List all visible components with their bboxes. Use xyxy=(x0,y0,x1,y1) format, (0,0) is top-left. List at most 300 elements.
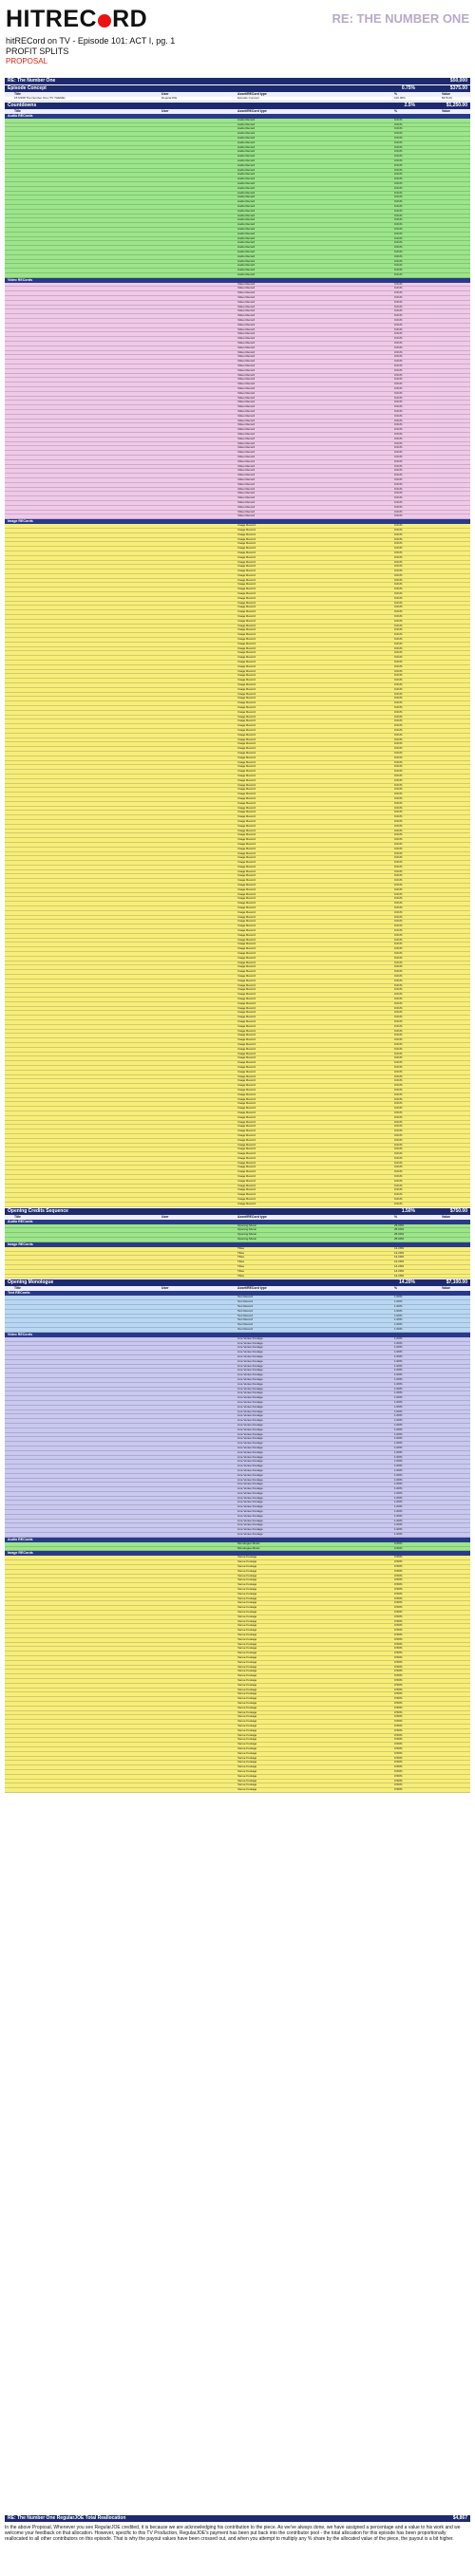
row-percent: 0.01% xyxy=(394,177,403,181)
row-type: Venue Footage xyxy=(238,1769,257,1773)
row-type: Image Record xyxy=(238,1202,256,1205)
row-percent: 1.00% xyxy=(394,1455,403,1459)
row-type: Audio Record xyxy=(238,150,256,154)
row-type: Video Record xyxy=(238,459,256,463)
column-header: % xyxy=(394,1214,398,1219)
row-type: Video Record xyxy=(238,396,256,400)
row-percent: 1.00% xyxy=(394,1505,403,1509)
row-percent: 1.00% xyxy=(394,1300,403,1304)
row-type: Video Record xyxy=(238,410,256,413)
row-type: Venue Footage xyxy=(238,1565,257,1569)
row-percent: 0.01% xyxy=(394,1011,403,1015)
row-type: Live Venue Footage xyxy=(238,1468,263,1472)
row-type: Live Venue Footage xyxy=(238,1369,263,1372)
table-row xyxy=(5,1275,470,1279)
row-type: Venue Footage xyxy=(238,1569,257,1573)
row-percent: 2.00% xyxy=(394,1546,403,1550)
row-percent: 0.01% xyxy=(394,269,403,272)
row-type: Audio Record xyxy=(238,132,256,136)
section-title: Opening Credits Sequence xyxy=(8,1207,68,1214)
row-percent: 0.50% xyxy=(394,1724,403,1727)
row-percent: 0.01% xyxy=(394,342,403,345)
row-type: Live Venue Footage xyxy=(238,1514,263,1518)
row-percent: 25.00% xyxy=(394,1223,405,1227)
row-percent: 0.01% xyxy=(394,191,403,195)
row-percent: 0.01% xyxy=(394,551,403,554)
group-title: Audio RECords xyxy=(8,113,33,118)
row-percent: 1.00% xyxy=(394,1359,403,1363)
row-type: Image Record xyxy=(238,1107,256,1111)
section-percent: 1.50% xyxy=(401,1207,415,1214)
row-percent: 1.00% xyxy=(394,1528,403,1532)
row-percent: 0.01% xyxy=(394,824,403,828)
row-percent: 1.00% xyxy=(394,1296,403,1299)
row-type: Audio Record xyxy=(238,264,256,268)
row-type: Image Record xyxy=(238,998,256,1000)
section-value: $7,100.00 xyxy=(446,1279,467,1286)
row-type: Image Record xyxy=(238,715,256,719)
row-percent: 0.01% xyxy=(394,619,403,623)
row-type: Episode Concept xyxy=(238,97,259,100)
row-percent: 0.01% xyxy=(394,1143,403,1147)
row-type: Image Record xyxy=(238,838,256,842)
row-type: Image Record xyxy=(238,770,256,774)
row-percent: 0.01% xyxy=(394,391,403,395)
row-percent: 0.01% xyxy=(394,742,403,746)
row-percent: 0.01% xyxy=(394,697,403,700)
row-type: Video Record xyxy=(238,451,256,455)
row-percent: 0.01% xyxy=(394,811,403,814)
row-percent: 1.00% xyxy=(394,1318,403,1322)
row-type: Audio Record xyxy=(238,140,256,144)
row-type: Image Record xyxy=(238,811,256,814)
row-type: Venue Footage xyxy=(238,1670,257,1673)
row-percent: 0.01% xyxy=(394,920,403,924)
row-type: Image Record xyxy=(238,560,256,564)
row-percent: 0.50% xyxy=(394,1596,403,1600)
row-type: Audio Record xyxy=(238,145,256,149)
row-percent: 0.01% xyxy=(394,441,403,445)
row-type: Image Record xyxy=(238,615,256,619)
row-percent: 14.29% xyxy=(394,1246,405,1250)
row-percent: 1.00% xyxy=(394,1468,403,1472)
row-percent: 0.50% xyxy=(394,1624,403,1628)
row-percent: 0.01% xyxy=(394,1034,403,1037)
row-type: Video Record xyxy=(238,464,256,468)
row-type: Live Venue Footage xyxy=(238,1437,263,1441)
row-type: Venue Footage xyxy=(238,1756,257,1760)
row-percent: 0.01% xyxy=(394,547,403,551)
row-percent: 1.00% xyxy=(394,1351,403,1354)
row-type: Venue Footage xyxy=(238,1720,257,1724)
row-type: Image Record xyxy=(238,1129,256,1133)
row-type: Venue Footage xyxy=(238,1674,257,1678)
row-percent: 0.01% xyxy=(394,1179,403,1183)
row-type: Image Record xyxy=(238,733,256,737)
row-type: Live Venue Footage xyxy=(238,1341,263,1345)
row-percent: 0.50% xyxy=(394,1743,403,1746)
row-type: Video Record xyxy=(238,432,256,436)
row-type: Image Record xyxy=(238,742,256,746)
table-row xyxy=(5,1788,470,1793)
row-type: Text Record xyxy=(238,1300,254,1304)
row-percent: 0.01% xyxy=(394,1170,403,1174)
row-percent: 0.01% xyxy=(394,715,403,719)
row-type: Venue Footage xyxy=(238,1556,257,1559)
row-percent: 0.01% xyxy=(394,692,403,696)
row-type: Image Record xyxy=(238,565,256,569)
row-type: Image Record xyxy=(238,851,256,855)
row-type: Video Record xyxy=(238,282,256,286)
row-percent: 0.01% xyxy=(394,1202,403,1205)
row-type: Venue Footage xyxy=(238,1647,257,1651)
row-type: Audio Record xyxy=(238,272,256,276)
row-type: Image Record xyxy=(238,956,256,960)
row-percent: 0.50% xyxy=(394,1728,403,1732)
row-type: Video Record xyxy=(238,387,256,391)
row-percent: 1.00% xyxy=(394,1432,403,1436)
row-percent: 0.01% xyxy=(394,601,403,605)
row-percent: 0.01% xyxy=(394,200,403,204)
row-type: Video Record xyxy=(238,296,256,300)
row-type: Image Record xyxy=(238,583,256,587)
row-percent: 0.01% xyxy=(394,345,403,349)
row-type: Image Record xyxy=(238,1038,256,1042)
row-type: Image Record xyxy=(238,887,256,891)
row-percent: 0.01% xyxy=(394,437,403,440)
row-percent: 0.50% xyxy=(394,1769,403,1773)
row-percent: 0.50% xyxy=(394,1601,403,1605)
row-type: Image Record xyxy=(238,993,256,997)
row-percent: 0.01% xyxy=(394,783,403,787)
row-type: Image Record xyxy=(238,1070,256,1073)
row-percent: 0.01% xyxy=(394,469,403,473)
row-percent: 0.01% xyxy=(394,793,403,796)
row-type: Live Venue Footage xyxy=(238,1354,263,1358)
row-percent: 1.00% xyxy=(394,1405,403,1409)
table-row xyxy=(5,97,470,102)
row-type: Image Record xyxy=(238,760,256,764)
row-percent: 0.01% xyxy=(394,482,403,486)
group-title: Audio RECords xyxy=(8,1219,33,1223)
row-percent: 14.29% xyxy=(394,1256,405,1260)
row-type: Live Venue Footage xyxy=(238,1491,263,1495)
row-percent: 0.01% xyxy=(394,1084,403,1088)
row-type: Video Record xyxy=(238,428,256,432)
row-type: Venue Footage xyxy=(238,1751,257,1755)
row-percent: 0.50% xyxy=(394,1746,403,1750)
row-type: Live Venue Footage xyxy=(238,1478,263,1482)
row-percent: 0.01% xyxy=(394,737,403,741)
row-percent: 0.01% xyxy=(394,583,403,587)
row-percent: 0.01% xyxy=(394,642,403,645)
row-percent: 0.01% xyxy=(394,514,403,518)
section-title: Episode Concept xyxy=(8,85,47,91)
row-type: Image Record xyxy=(238,610,256,614)
row-type: Venue Footage xyxy=(238,1660,257,1664)
row-type: Video Record xyxy=(238,314,256,318)
row-type: Video Record xyxy=(238,419,256,422)
row-percent: 14.29% xyxy=(394,1269,405,1273)
row-type: Video Record xyxy=(238,455,256,458)
row-percent: 0.01% xyxy=(394,924,403,928)
row-type: Audio Record xyxy=(238,209,256,213)
row-percent: 0.50% xyxy=(394,1665,403,1669)
row-type: Live Venue Footage xyxy=(238,1346,263,1350)
row-percent: 0.01% xyxy=(394,432,403,436)
row-percent: 0.01% xyxy=(394,993,403,997)
row-percent: 0.01% xyxy=(394,1115,403,1119)
row-percent: 0.50% xyxy=(394,1583,403,1587)
row-type: Image Record xyxy=(238,1056,256,1060)
row-percent: 0.01% xyxy=(394,701,403,705)
row-percent: 0.50% xyxy=(394,1556,403,1559)
column-header: User xyxy=(162,1214,169,1219)
row-percent: 0.01% xyxy=(394,998,403,1000)
row-percent: 0.01% xyxy=(394,1024,403,1028)
row-type: Image Record xyxy=(238,628,256,632)
row-percent: 0.01% xyxy=(394,291,403,295)
row-percent: 0.01% xyxy=(394,168,403,172)
row-percent: 0.01% xyxy=(394,428,403,432)
row-type: Audio Record xyxy=(238,241,256,245)
row-percent: 0.01% xyxy=(394,874,403,878)
row-percent: 0.50% xyxy=(394,1615,403,1618)
row-type: Video Record xyxy=(238,487,256,491)
row-type: Opening Music xyxy=(238,1238,257,1241)
row-percent: 0.01% xyxy=(394,118,403,121)
row-type: Live Venue Footage xyxy=(238,1450,263,1454)
row-percent: 0.01% xyxy=(394,796,403,800)
row-percent: 14.29% xyxy=(394,1274,405,1278)
row-type: Venue Footage xyxy=(238,1692,257,1696)
row-type: Image Record xyxy=(238,1097,256,1101)
row-type: Audio Record xyxy=(238,269,256,272)
row-percent: 0.01% xyxy=(394,910,403,914)
group-title: Image RECords xyxy=(8,1551,33,1556)
row-type: Image Record xyxy=(238,619,256,623)
row-type: Video Record xyxy=(238,305,256,308)
record-dot-icon xyxy=(98,14,111,28)
row-type: Video Record xyxy=(238,474,256,477)
row-type: Live Venue Footage xyxy=(238,1351,263,1354)
row-percent: 14.29% xyxy=(394,1260,405,1264)
row-percent: 0.01% xyxy=(394,1042,403,1046)
row-type: Text Record xyxy=(238,1328,254,1331)
row-type: Titles xyxy=(238,1251,245,1255)
row-type: Image Record xyxy=(238,1193,256,1197)
row-percent: 0.01% xyxy=(394,145,403,149)
row-type: Text Record xyxy=(238,1309,254,1313)
row-type: Image Record xyxy=(238,933,256,937)
row-percent: 0.01% xyxy=(394,350,403,354)
row-type: Image Record xyxy=(238,646,256,650)
row-type: Image Record xyxy=(238,774,256,777)
row-percent: 0.50% xyxy=(394,1637,403,1641)
row-percent: 0.01% xyxy=(394,956,403,960)
row-value: $375.00 xyxy=(442,97,452,100)
row-percent: 0.01% xyxy=(394,1120,403,1124)
row-percent: 0.01% xyxy=(394,638,403,642)
row-percent: 0.50% xyxy=(394,1720,403,1724)
row-percent: 0.01% xyxy=(394,136,403,140)
row-type: Image Record xyxy=(238,1111,256,1114)
row-type: Image Record xyxy=(238,596,256,600)
row-type: Live Venue Footage xyxy=(238,1528,263,1532)
row-percent: 0.50% xyxy=(394,1606,403,1610)
row-type: Video Record xyxy=(238,323,256,327)
row-type: Live Venue Footage xyxy=(238,1465,263,1468)
row-type: Image Record xyxy=(238,1179,256,1183)
row-percent: 0.01% xyxy=(394,778,403,782)
row-percent: 0.01% xyxy=(394,938,403,942)
row-percent: 14.29% xyxy=(394,1251,405,1255)
row-type: Image Record xyxy=(238,833,256,837)
column-header: Title xyxy=(14,1286,21,1291)
row-percent: 0.50% xyxy=(394,1578,403,1582)
row-percent: 0.01% xyxy=(394,464,403,468)
row-type: Audio Record xyxy=(238,186,256,190)
row-percent: 0.01% xyxy=(394,373,403,377)
row-percent: 0.01% xyxy=(394,869,403,873)
row-type: Image Record xyxy=(238,661,256,664)
row-percent: 0.01% xyxy=(394,122,403,126)
row-type: Image Record xyxy=(238,910,256,914)
row-percent: 1.00% xyxy=(394,1487,403,1491)
row-percent: 1.00% xyxy=(394,1409,403,1413)
row-percent: 0.50% xyxy=(394,1592,403,1596)
row-type: Audio Record xyxy=(238,163,256,167)
row-type: Image Record xyxy=(238,796,256,800)
row-type: Image Record xyxy=(238,687,256,691)
row-percent: 0.01% xyxy=(394,588,403,591)
row-type: Image Record xyxy=(238,783,256,787)
group-title: Audio RECords xyxy=(8,1537,33,1541)
row-percent: 0.01% xyxy=(394,851,403,855)
row-percent: 0.01% xyxy=(394,1079,403,1083)
row-type: Opening Music xyxy=(238,1223,257,1227)
row-type: Video Record xyxy=(238,373,256,377)
row-percent: 0.50% xyxy=(394,1655,403,1659)
row-percent: 0.01% xyxy=(394,250,403,253)
row-percent: 1.00% xyxy=(394,1423,403,1427)
row-percent: 0.01% xyxy=(394,236,403,240)
row-percent: 0.01% xyxy=(394,1074,403,1078)
row-percent: 0.01% xyxy=(394,150,403,154)
row-type: Audio Record xyxy=(238,232,256,235)
row-type: Venue Footage xyxy=(238,1701,257,1705)
row-percent: 0.01% xyxy=(394,788,403,792)
row-type: Venue Footage xyxy=(238,1715,257,1719)
section-value: $1,250.00 xyxy=(446,102,467,108)
row-type: Image Record xyxy=(238,664,256,668)
row-type: Venue Footage xyxy=(238,1665,257,1669)
row-percent: 0.01% xyxy=(394,847,403,850)
row-type: Audio Record xyxy=(238,159,256,162)
row-percent: 0.01% xyxy=(394,669,403,673)
row-type: Audio Record xyxy=(238,259,256,263)
row-type: Titles xyxy=(238,1274,245,1278)
row-percent: 0.01% xyxy=(394,186,403,190)
row-type: Image Record xyxy=(238,1092,256,1096)
row-type: Venue Footage xyxy=(238,1629,257,1633)
row-type: Image Record xyxy=(238,1188,256,1192)
row-type: Image Record xyxy=(238,906,256,910)
row-type: Titles xyxy=(238,1246,245,1250)
row-percent: 0.01% xyxy=(394,961,403,964)
row-percent: 0.50% xyxy=(394,1751,403,1755)
row-type: Live Venue Footage xyxy=(238,1432,263,1436)
row-percent: 1.00% xyxy=(394,1496,403,1500)
section-header xyxy=(5,1208,470,1215)
row-percent: 0.01% xyxy=(394,1156,403,1160)
row-type: Image Record xyxy=(238,1024,256,1028)
proposal-label: PROPOSAL xyxy=(6,57,48,65)
row-percent: 0.01% xyxy=(394,933,403,937)
row-type: Titles xyxy=(238,1260,245,1264)
row-type: Video Record xyxy=(238,360,256,364)
row-type: Image Record xyxy=(238,588,256,591)
row-percent: 0.01% xyxy=(394,1161,403,1165)
row-type: Audio Record xyxy=(238,122,256,126)
row-percent: 0.01% xyxy=(394,1138,403,1142)
row-type: Live Venue Footage xyxy=(238,1505,263,1509)
row-type: Venue Footage xyxy=(238,1655,257,1659)
row-type: Image Record xyxy=(238,701,256,705)
row-percent: 0.01% xyxy=(394,929,403,933)
row-type: Image Record xyxy=(238,692,256,696)
row-type: Video Record xyxy=(238,492,256,495)
row-type: Monologue Music xyxy=(238,1541,260,1545)
row-percent: 0.50% xyxy=(394,1788,403,1792)
row-type: Audio Record xyxy=(238,177,256,181)
row-type: Video Record xyxy=(238,378,256,382)
row-type: Audio Record xyxy=(238,204,256,208)
row-percent: 1.00% xyxy=(394,1369,403,1372)
row-percent: 0.01% xyxy=(394,833,403,837)
row-type: Live Venue Footage xyxy=(238,1391,263,1395)
row-type: Video Record xyxy=(238,300,256,304)
row-type: Image Record xyxy=(238,737,256,741)
row-percent: 0.50% xyxy=(394,1756,403,1760)
row-percent: 0.01% xyxy=(394,387,403,391)
row-percent: 0.01% xyxy=(394,140,403,144)
row-type: Image Record xyxy=(238,915,256,919)
row-type: Image Record xyxy=(238,578,256,582)
row-percent: 0.01% xyxy=(394,970,403,974)
row-type: Venue Footage xyxy=(238,1683,257,1687)
row-type: Venue Footage xyxy=(238,1642,257,1646)
row-percent: 0.01% xyxy=(394,1198,403,1202)
row-type: Image Record xyxy=(238,806,256,810)
row-percent: 0.01% xyxy=(394,592,403,596)
row-type: Image Record xyxy=(238,902,256,905)
row-percent: 0.01% xyxy=(394,1047,403,1051)
row-percent: 1.00% xyxy=(394,1400,403,1404)
row-type: Image Record xyxy=(238,1019,256,1023)
row-type: Image Record xyxy=(238,1161,256,1165)
row-percent: 1.00% xyxy=(394,1364,403,1368)
row-type: Image Record xyxy=(238,1006,256,1010)
row-percent: 0.01% xyxy=(394,510,403,513)
row-type: Image Record xyxy=(238,1125,256,1129)
row-percent: 0.01% xyxy=(394,309,403,313)
row-percent: 0.01% xyxy=(394,181,403,185)
row-type: Video Record xyxy=(238,414,256,418)
row-percent: 0.01% xyxy=(394,360,403,364)
row-percent: 1.00% xyxy=(394,1473,403,1477)
row-type: Video Record xyxy=(238,368,256,372)
